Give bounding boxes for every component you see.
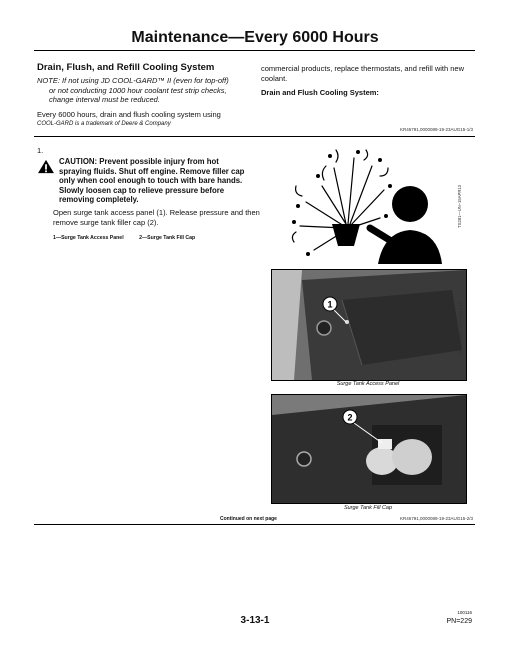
- figure-1-ref: TS281—UN–15APR13: [457, 185, 462, 228]
- caution-line-1: CAUTION: Prevent possible injury from hot: [59, 157, 219, 166]
- photo-1-marker: 1: [327, 299, 333, 310]
- photo-1-caption: Surge Tank Access Panel: [336, 381, 400, 387]
- page-title: Maintenance—Every 6000 Hours: [131, 29, 379, 46]
- photo-2-marker: 2: [347, 412, 353, 423]
- step-instruction: Open surge tank access panel (1). Release pressure and then remove surge tank filler cap (2).: [53, 208, 260, 227]
- column-2-text: commercial products, replace thermostats, and refill with new coolant.: [261, 64, 464, 83]
- callout-1: 1—Surge Tank Access Panel: [53, 235, 124, 241]
- caution-block: [37, 157, 259, 205]
- footer-pn: PN=229: [446, 618, 472, 625]
- surge-tank-fill-cap-photo: [271, 394, 467, 504]
- note: [37, 76, 254, 105]
- caution-line-5: removing completely.: [59, 195, 139, 204]
- page-number: 3-13-1: [240, 615, 270, 626]
- continued-note: Continued on next page: [220, 516, 277, 522]
- step-rule: [34, 524, 475, 525]
- title-rule: [34, 50, 475, 51]
- access-panel-illustration: [272, 270, 466, 380]
- column-2-heading: Drain and Flush Cooling System:: [261, 88, 379, 97]
- caution-line-3: only when cool enough to touch with bare hands.: [59, 176, 243, 185]
- note-line-2: or not conducting 1000 hour coolant test strip checks,: [49, 85, 227, 95]
- callout-2: 2—Surge Tank Fill Cap: [139, 235, 196, 241]
- callout-legend: [53, 235, 209, 241]
- step-number: 1.: [37, 146, 44, 155]
- photo-2-ref: TX1144624A—UN–22JUL13: [458, 428, 463, 482]
- section-body: Every 6000 hours, drain and flush cooling system using: [37, 110, 221, 119]
- section-ref-code: KR46791,0000089-19-23AUG15-1/3: [399, 127, 473, 132]
- photo-1-ref: TX1144624A—UN–22JUL13: [458, 302, 463, 356]
- photo-2-caption: Surge Tank Fill Cap: [343, 505, 393, 511]
- fill-cap-illustration: [272, 395, 466, 503]
- note-line-1: NOTE: If not using JD COOL-GARD™ II (even for top-off): [37, 76, 229, 85]
- hot-spray-warning-illustration: [284, 146, 464, 264]
- caution-line-2: spraying fluids. Shut off engine. Remove filler cap: [59, 166, 245, 176]
- footer-code: 100116: [457, 610, 472, 615]
- warning-triangle-icon: [37, 159, 55, 174]
- trademark-note: COOL-GARD is a trademark of Deere & Company: [37, 121, 171, 127]
- caution-line-4: Slowly loosen cap to relieve pressure before: [59, 185, 225, 195]
- section-rule: [34, 136, 475, 137]
- surge-tank-access-panel-photo: [271, 269, 467, 381]
- section-title: Drain, Flush, and Refill Cooling System: [37, 62, 215, 73]
- step-ref-code: KR46791,0000089-19-23AUG15-2/3: [399, 516, 473, 521]
- note-line-3: change interval must be reduced.: [49, 95, 160, 104]
